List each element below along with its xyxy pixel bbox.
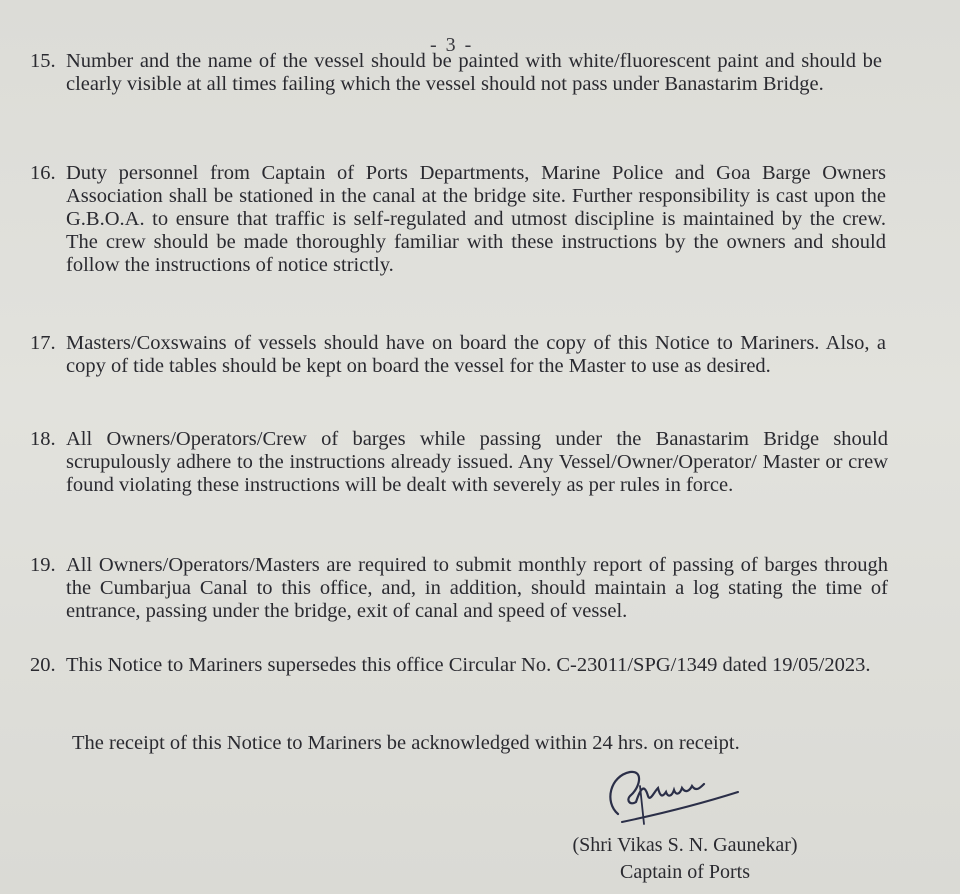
item-number: 17.	[30, 332, 56, 354]
list-item	[30, 554, 888, 623]
item-number: 16.	[30, 162, 56, 184]
list-item	[30, 162, 886, 277]
signature-image	[600, 762, 750, 832]
list-item	[30, 332, 886, 378]
item-text: This Notice to Mariners supersedes this office Circular No. C-23011/SPG/1349 dated 19/05/2023.	[66, 654, 871, 676]
receipt-note: The receipt of this Notice to Mariners be acknowledged within 24 hrs. on receipt.	[72, 732, 740, 754]
item-text: Number and the name of the vessel should be painted with white/fluorescent paint and should be clearly visible at all times failing which the vessel should not pass under Banastarim Bridge.	[66, 50, 882, 95]
item-number: 19.	[30, 554, 56, 576]
item-text: All Owners/Operators/Masters are required to submit monthly report of passing of barges through the Cumbarjua Canal to this office, and, in addition, should maintain a log stating the time of entrance, passing under the bridge, exit of canal and speed of vessel.	[66, 554, 888, 622]
item-number: 18.	[30, 428, 56, 450]
page-number: - 3 -	[430, 34, 474, 56]
item-text: Duty personnel from Captain of Ports Departments, Marine Police and Goa Barge Owners Association shall be stationed in the canal at the bridge site. Further responsibility is cast upon the G.B.O.A. to ensure that traffic is self-regulated and utmost discipline is maintained by the crew. The crew should be made thoroughly familiar with these instructions by the owners and should follow the instructions of notice strictly.	[66, 162, 886, 276]
signatory-name: (Shri Vikas S. N. Gaunekar)	[572, 834, 798, 856]
item-text: All Owners/Operators/Crew of barges while passing under the Banastarim Bridge should scrupulously adhere to the instructions already issued. Any Vessel/Owner/Operator/ Master or crew found violating these instructions will be dealt with severely as per rules in force.	[66, 428, 888, 496]
list-item	[30, 50, 882, 96]
signatory-block	[550, 832, 820, 886]
item-number: 15.	[30, 50, 56, 72]
item-text: Masters/Coxswains of vessels should have on board the copy of this Notice to Mariners. Also, a copy of tide tables should be kept on board the vessel for the Master to use as desired.	[66, 332, 886, 377]
list-item	[30, 428, 888, 497]
item-number: 20.	[30, 654, 56, 676]
list-item	[30, 654, 888, 677]
signatory-designation: Captain of Ports	[620, 861, 750, 883]
